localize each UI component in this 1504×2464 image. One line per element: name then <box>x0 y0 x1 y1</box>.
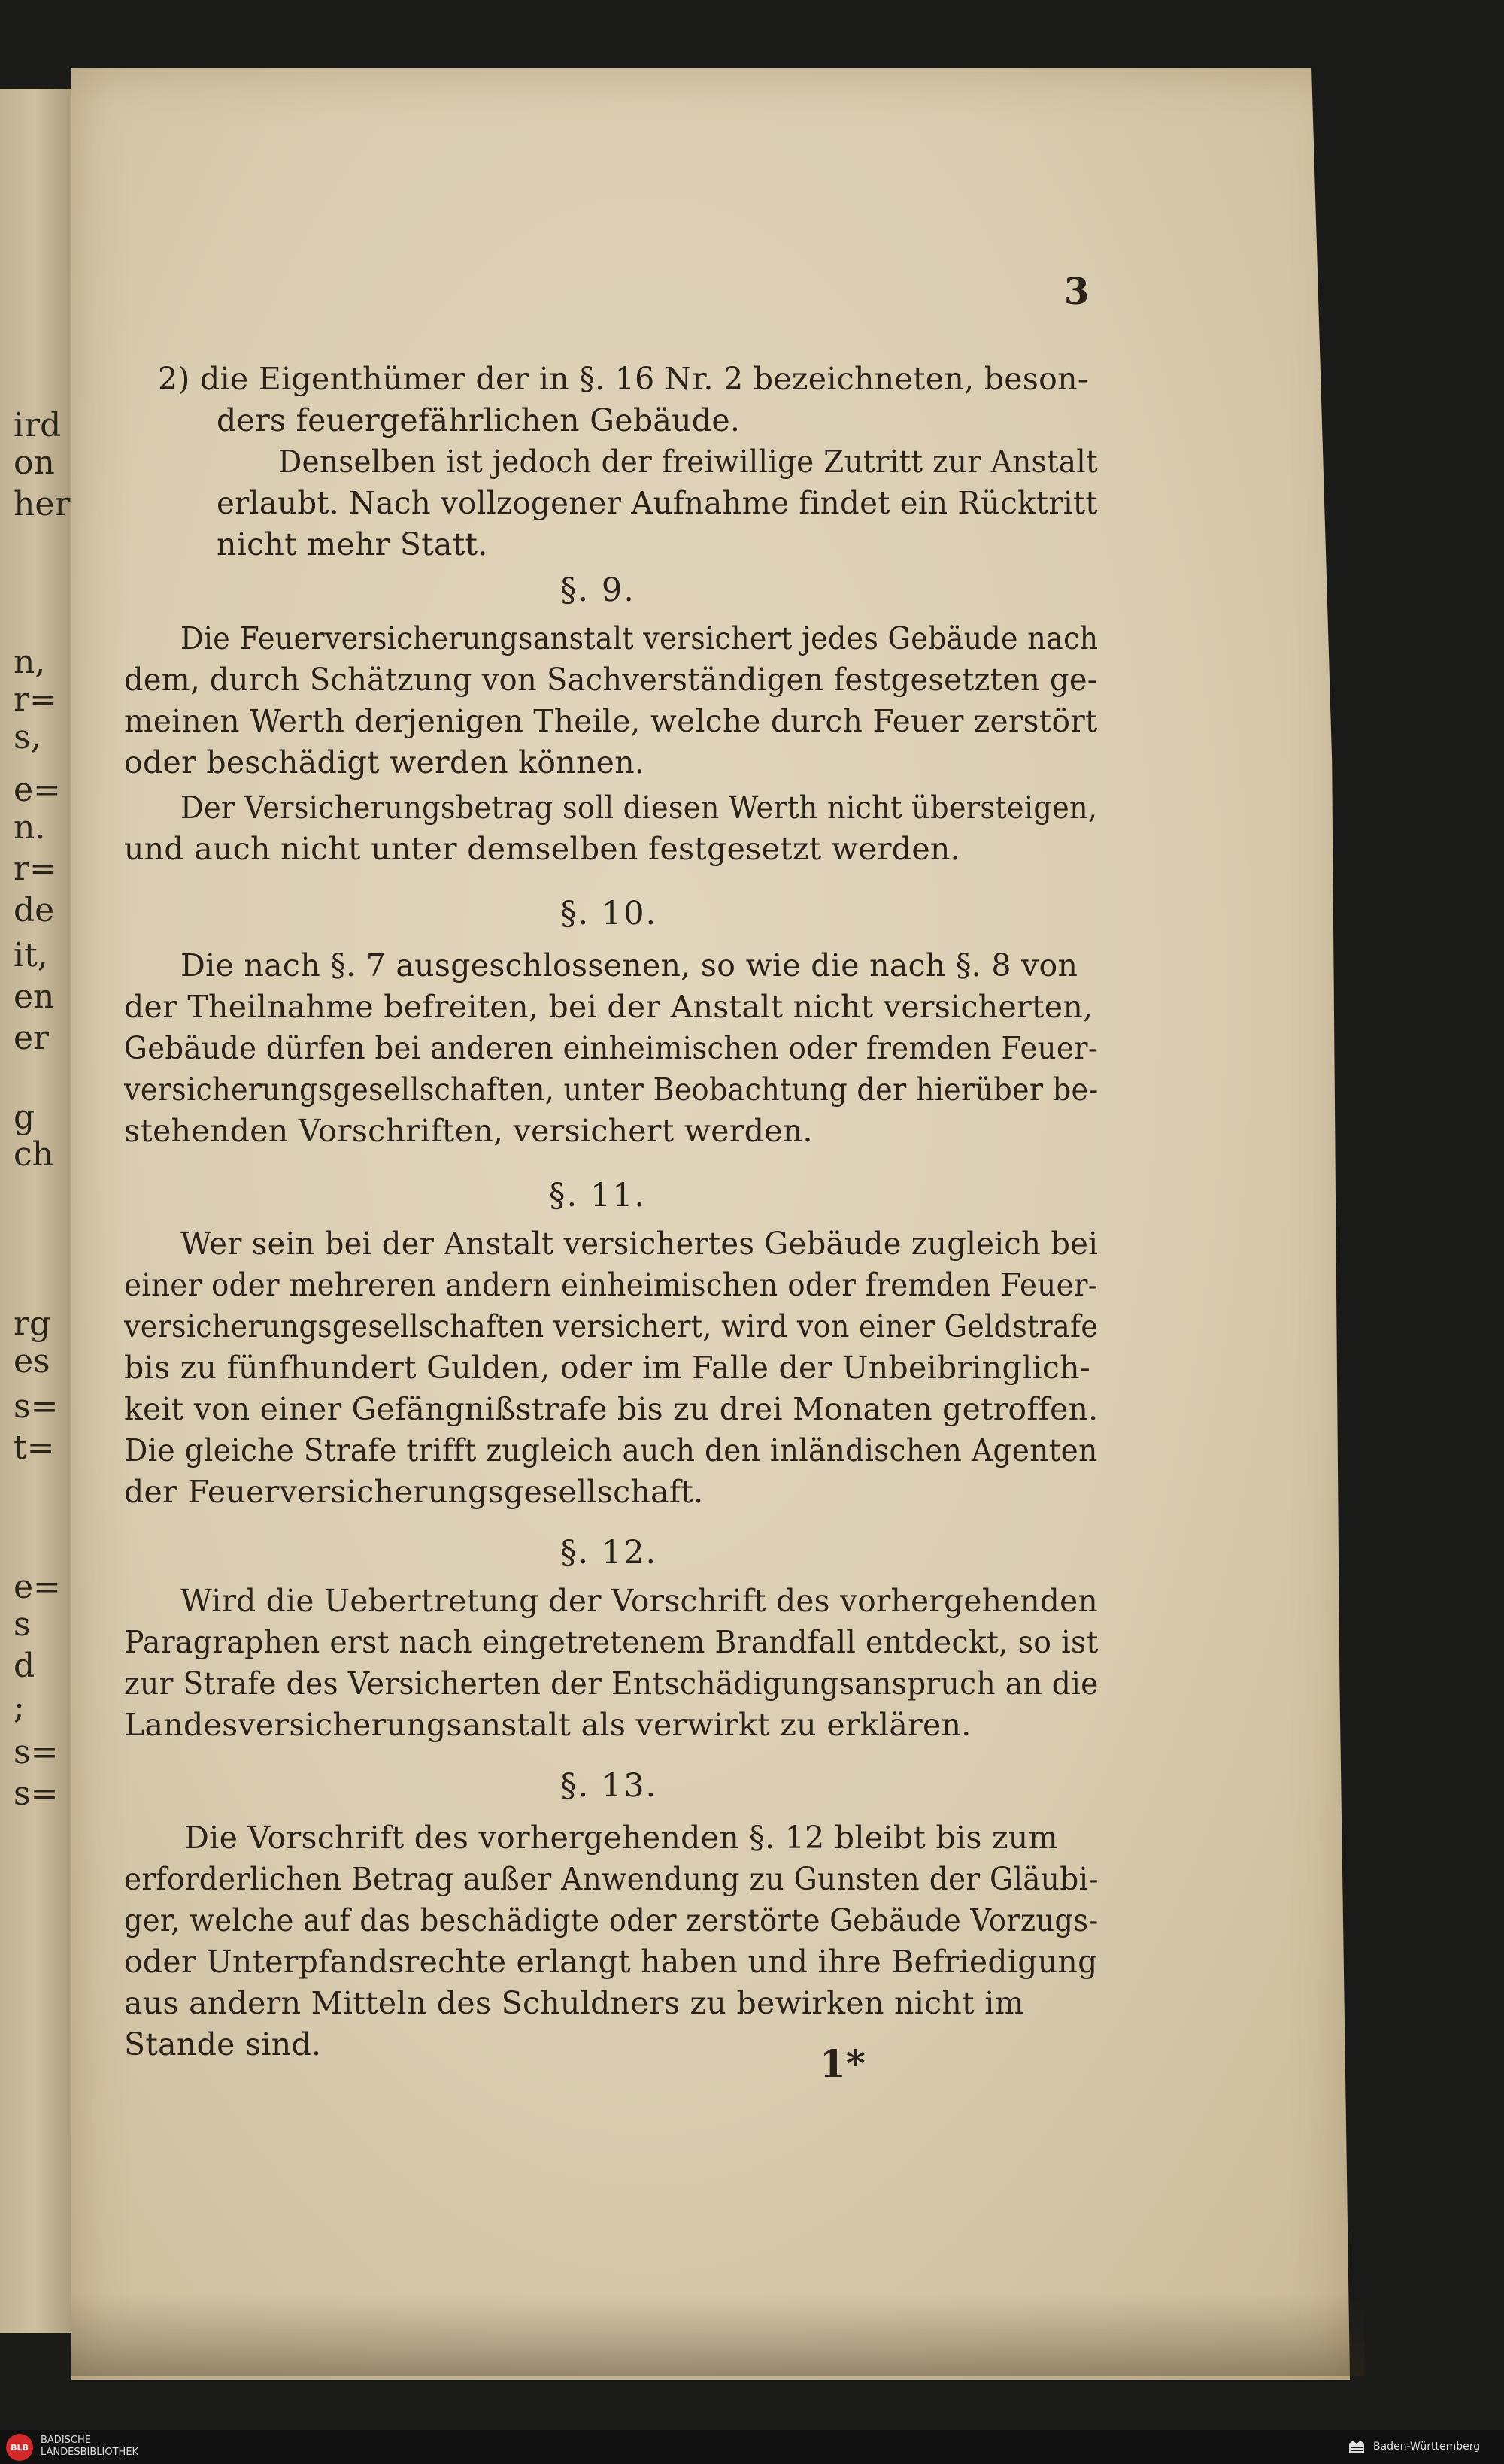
section-heading: §. 10. <box>560 895 658 932</box>
state-crest-icon <box>1346 2436 1367 2457</box>
facing-page-fragment: on <box>14 444 55 482</box>
facing-page-fragment: en <box>14 977 55 1016</box>
text-line: Die nach §. 7 ausgeschlossenen, so wie die nach §. 8 von <box>180 947 1078 983</box>
text-line: der Feuerversicherungsgesellschaft. <box>124 1474 704 1510</box>
section-heading: §. 12. <box>560 1534 658 1571</box>
facing-page-fragment: es <box>14 1342 50 1381</box>
text-line: ders feuergefährlichen Gebäude. <box>217 402 741 438</box>
institution-line-1: BADISCHE <box>41 2435 91 2446</box>
facing-page-fragment: n, <box>14 643 46 681</box>
facing-page-fragment: it, <box>14 936 48 974</box>
facing-page-fragment: s= <box>14 1387 59 1426</box>
facing-page-fragment: r= <box>14 680 57 719</box>
facing-page-fragment: n. <box>14 808 46 847</box>
text-line: Gebäude dürfen bei anderen einheimischen oder fremden Feuer- <box>124 1030 1099 1066</box>
facing-page-fragment: rg <box>14 1305 51 1343</box>
facing-page-fragment: d <box>14 1647 35 1685</box>
facing-page-fragment: ird <box>14 406 62 444</box>
text-line: und auch nicht unter demselben festgesetzt werden. <box>124 831 960 867</box>
institution-name <box>41 2435 138 2459</box>
facing-page-fragment: ; <box>14 1688 25 1726</box>
text-line: zur Strafe des Versicherten der Entschädigungsanspruch an die <box>124 1665 1099 1702</box>
text-line: Wird die Uebertretung der Vorschrift des vorhergehenden <box>180 1583 1098 1619</box>
facing-page-fragment: g <box>14 1098 35 1136</box>
text-line: erlaubt. Nach vollzogener Aufnahme findet ein Rücktritt <box>217 485 1098 521</box>
text-line: keit von einer Gefängnißstrafe bis zu drei Monaten getroffen. <box>124 1391 1099 1427</box>
text-line: 2) die Eigenthümer der in §. 16 Nr. 2 bezeichneten, beson- <box>158 361 1089 397</box>
facing-page-fragment: r= <box>14 850 57 888</box>
text-line: bis zu fünfhundert Gulden, oder im Falle der Unbeibringlich- <box>124 1350 1090 1386</box>
text-line: ger, welche auf das beschädigte oder zerstörte Gebäude Vorzugs- <box>124 1902 1099 1938</box>
text-line: meinen Werth derjenigen Theile, welche durch Feuer zerstört <box>124 703 1098 739</box>
text-line: Wer sein bei der Anstalt versichertes Gebäude zugleich bei <box>180 1226 1099 1262</box>
text-line: Die Feuerversicherungsanstalt versichert jedes Gebäude nach <box>180 620 1099 656</box>
facing-page-edge <box>0 89 76 2333</box>
text-line: versicherungsgesellschaften versichert, wird von einer Geldstrafe <box>124 1308 1099 1344</box>
text-line: oder Unterpfandsrechte erlangt haben und ihre Befriedigung <box>124 1944 1098 1980</box>
section-heading: §. 9. <box>560 571 635 609</box>
text-line: dem, durch Schätzung von Sachverständigen festgesetzten ge- <box>124 662 1098 698</box>
text-line: Die Vorschrift des vorhergehenden §. 12 bleibt bis zum <box>184 1820 1058 1856</box>
facing-page-fragment: de <box>14 891 55 929</box>
text-line: aus andern Mitteln des Schuldners zu bewirken nicht im <box>124 1985 1024 2021</box>
facing-page-fragment: er <box>14 1019 50 1057</box>
facing-page-fragment: s= <box>14 1733 59 1771</box>
text-line: oder beschädigt werden können. <box>124 744 645 780</box>
text-line: der Theilnahme befreiten, bei der Anstalt nicht versicherten, <box>124 989 1093 1025</box>
text-line: versicherungsgesellschaften, unter Beobachtung der hierüber be- <box>124 1071 1099 1108</box>
text-line: Die gleiche Strafe trifft zugleich auch den inländischen Agenten <box>124 1432 1098 1468</box>
facing-page-fragment: s <box>14 1605 31 1644</box>
institution-line-2: LANDESBIBLIOTHEK <box>41 2447 139 2458</box>
text-line: Landesversicherungsanstalt als verwirkt zu erklären. <box>124 1707 972 1743</box>
text-line: stehenden Vorschriften, versichert werden. <box>124 1113 813 1149</box>
facing-page-fragment: e= <box>14 1568 61 1606</box>
section-heading: §. 13. <box>560 1767 658 1805</box>
section-heading: §. 11. <box>549 1177 647 1214</box>
text-line: Denselben ist jedoch der freiwillige Zutritt zur Anstalt <box>278 444 1098 480</box>
region-label: Baden-Württemberg <box>1373 2441 1481 2453</box>
text-line: einer oder mehreren andern einheimischen oder fremden Feuer- <box>124 1267 1099 1303</box>
text-line: Paragraphen erst nach eingetretenem Brandfall entdeckt, so ist <box>124 1624 1099 1660</box>
footer-bar <box>0 2430 1504 2464</box>
facing-page-fragment: s, <box>14 718 41 756</box>
text-line: nicht mehr Statt. <box>217 526 488 562</box>
text-line: Stande sind. <box>124 2026 322 2062</box>
facing-page-fragment: ch <box>14 1135 53 1174</box>
facing-page-fragment: s= <box>14 1775 59 1813</box>
signature-mark: 1* <box>820 2041 866 2086</box>
text-line: erforderlichen Betrag außer Anwendung zu Gunsten der Gläubi- <box>124 1861 1099 1897</box>
facing-page-fragment: t= <box>14 1429 55 1467</box>
text-line: Der Versicherungsbetrag soll diesen Werth nicht übersteigen, <box>180 790 1098 826</box>
page-number: 3 <box>1064 271 1090 313</box>
facing-page-fragment: her <box>14 485 71 523</box>
facing-page-fragment: e= <box>14 771 61 809</box>
blb-logo[interactable]: BLB <box>6 2434 33 2461</box>
page-shadow <box>71 2293 1365 2376</box>
